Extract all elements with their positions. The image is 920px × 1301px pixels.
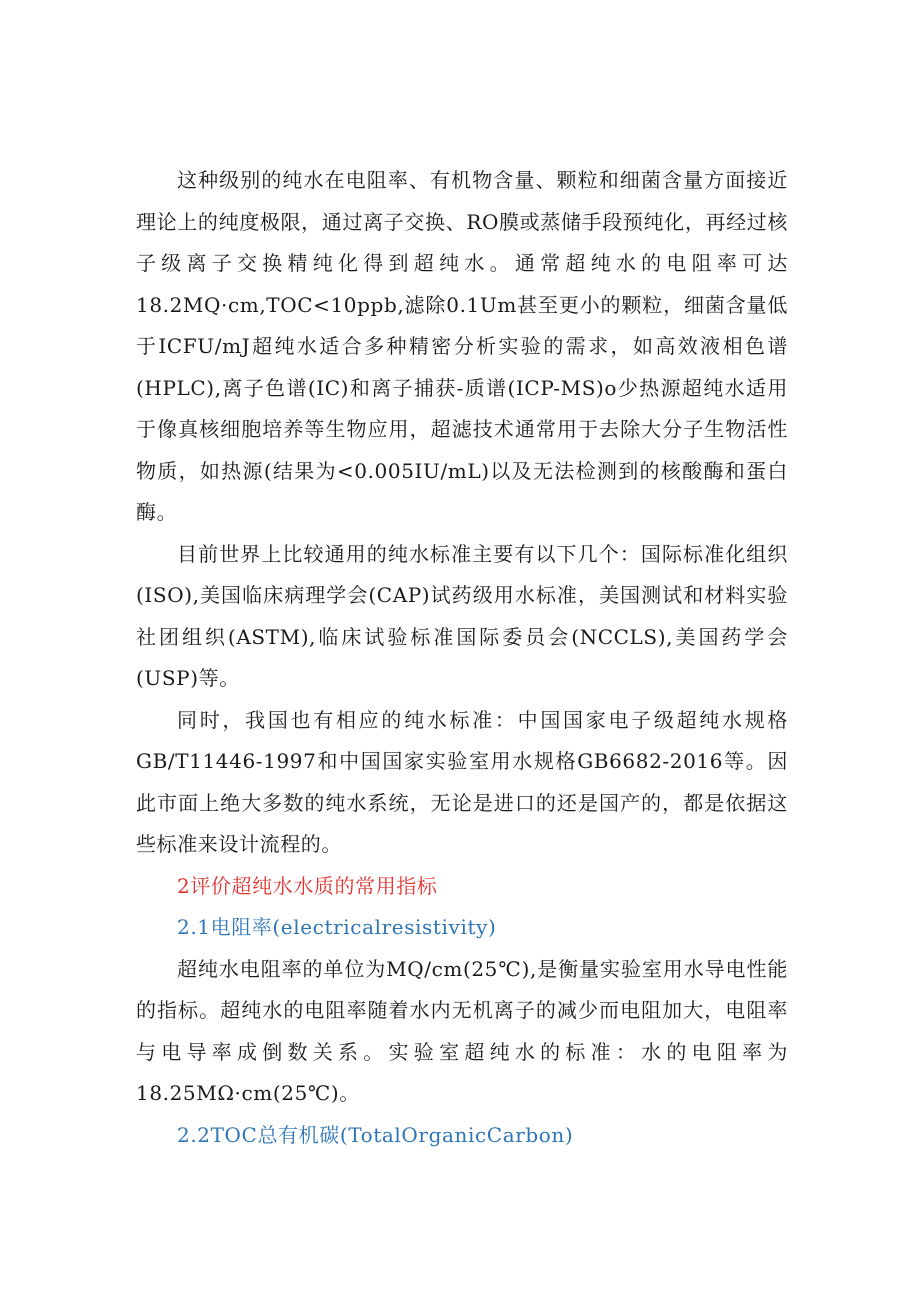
document-page	[136, 160, 788, 1156]
subsection-heading-toc: 2.2TOC总有机碳(TotalOrganicCarbon)	[177, 1122, 574, 1147]
paragraph-chinese-standards: 同时，我国也有相应的纯水标准：中国国家电子级超纯水规格GB/T11446-1997和中国国家实验室用水规格GB6682-2016等。因此市面上绝大多数的纯水系统，无论是进口的还是国产的，都是依据这些标准来设计流程的。	[136, 707, 788, 856]
paragraph-international-standards: 目前世界上比较通用的纯水标准主要有以下几个：国际标准化组织(ISO),美国临床病理学会(CAP)试药级用水标准，美国测试和材料实验社团组织(ASTM),临床试验标准国际委员会(NCCLS),美国药学会(USP)等。	[136, 541, 788, 690]
section-heading-quality-indicators: 2评价超纯水水质的常用指标	[177, 873, 438, 898]
paragraph-resistivity: 超纯水电阻率的单位为MQ/cm(25℃),是衡量实验室用水导电性能的指标。超纯水的电阻率随着水内无机离子的减少而电阻加大，电阻率与电导率成倒数关系。实验室超纯水的标准：水的电阻率为18.25MΩ·cm(25℃)。	[136, 956, 788, 1105]
subsection-heading-resistivity: 2.1电阻率(electricalresistivity)	[177, 915, 497, 939]
paragraph-ultrapure-water-description: 这种级别的纯水在电阻率、有机物含量、颗粒和细菌含量方面接近理论上的纯度极限，通过离子交换、RO膜或蒸储手段预纯化，再经过核子级离子交换精纯化得到超纯水。通常超纯水的电阻率可达18.2MQ·cm,TOC<10ppb,滤除0.1Um甚至更小的颗粒，细菌含量低于ICFU/mJ超纯水适合多种精密分析实验的需求，如高效液相色谱(HPLC),离子色谱(IC)和离子捕获-质谱(ICP-MS)o少热源超纯水适用于像真核细胞培养等生物应用，超滤技术通常用于去除大分子生物活性物质，如热源(结果为<0.005IU/mL)以及无法检测到的核酸酶和蛋白酶。	[136, 168, 788, 524]
